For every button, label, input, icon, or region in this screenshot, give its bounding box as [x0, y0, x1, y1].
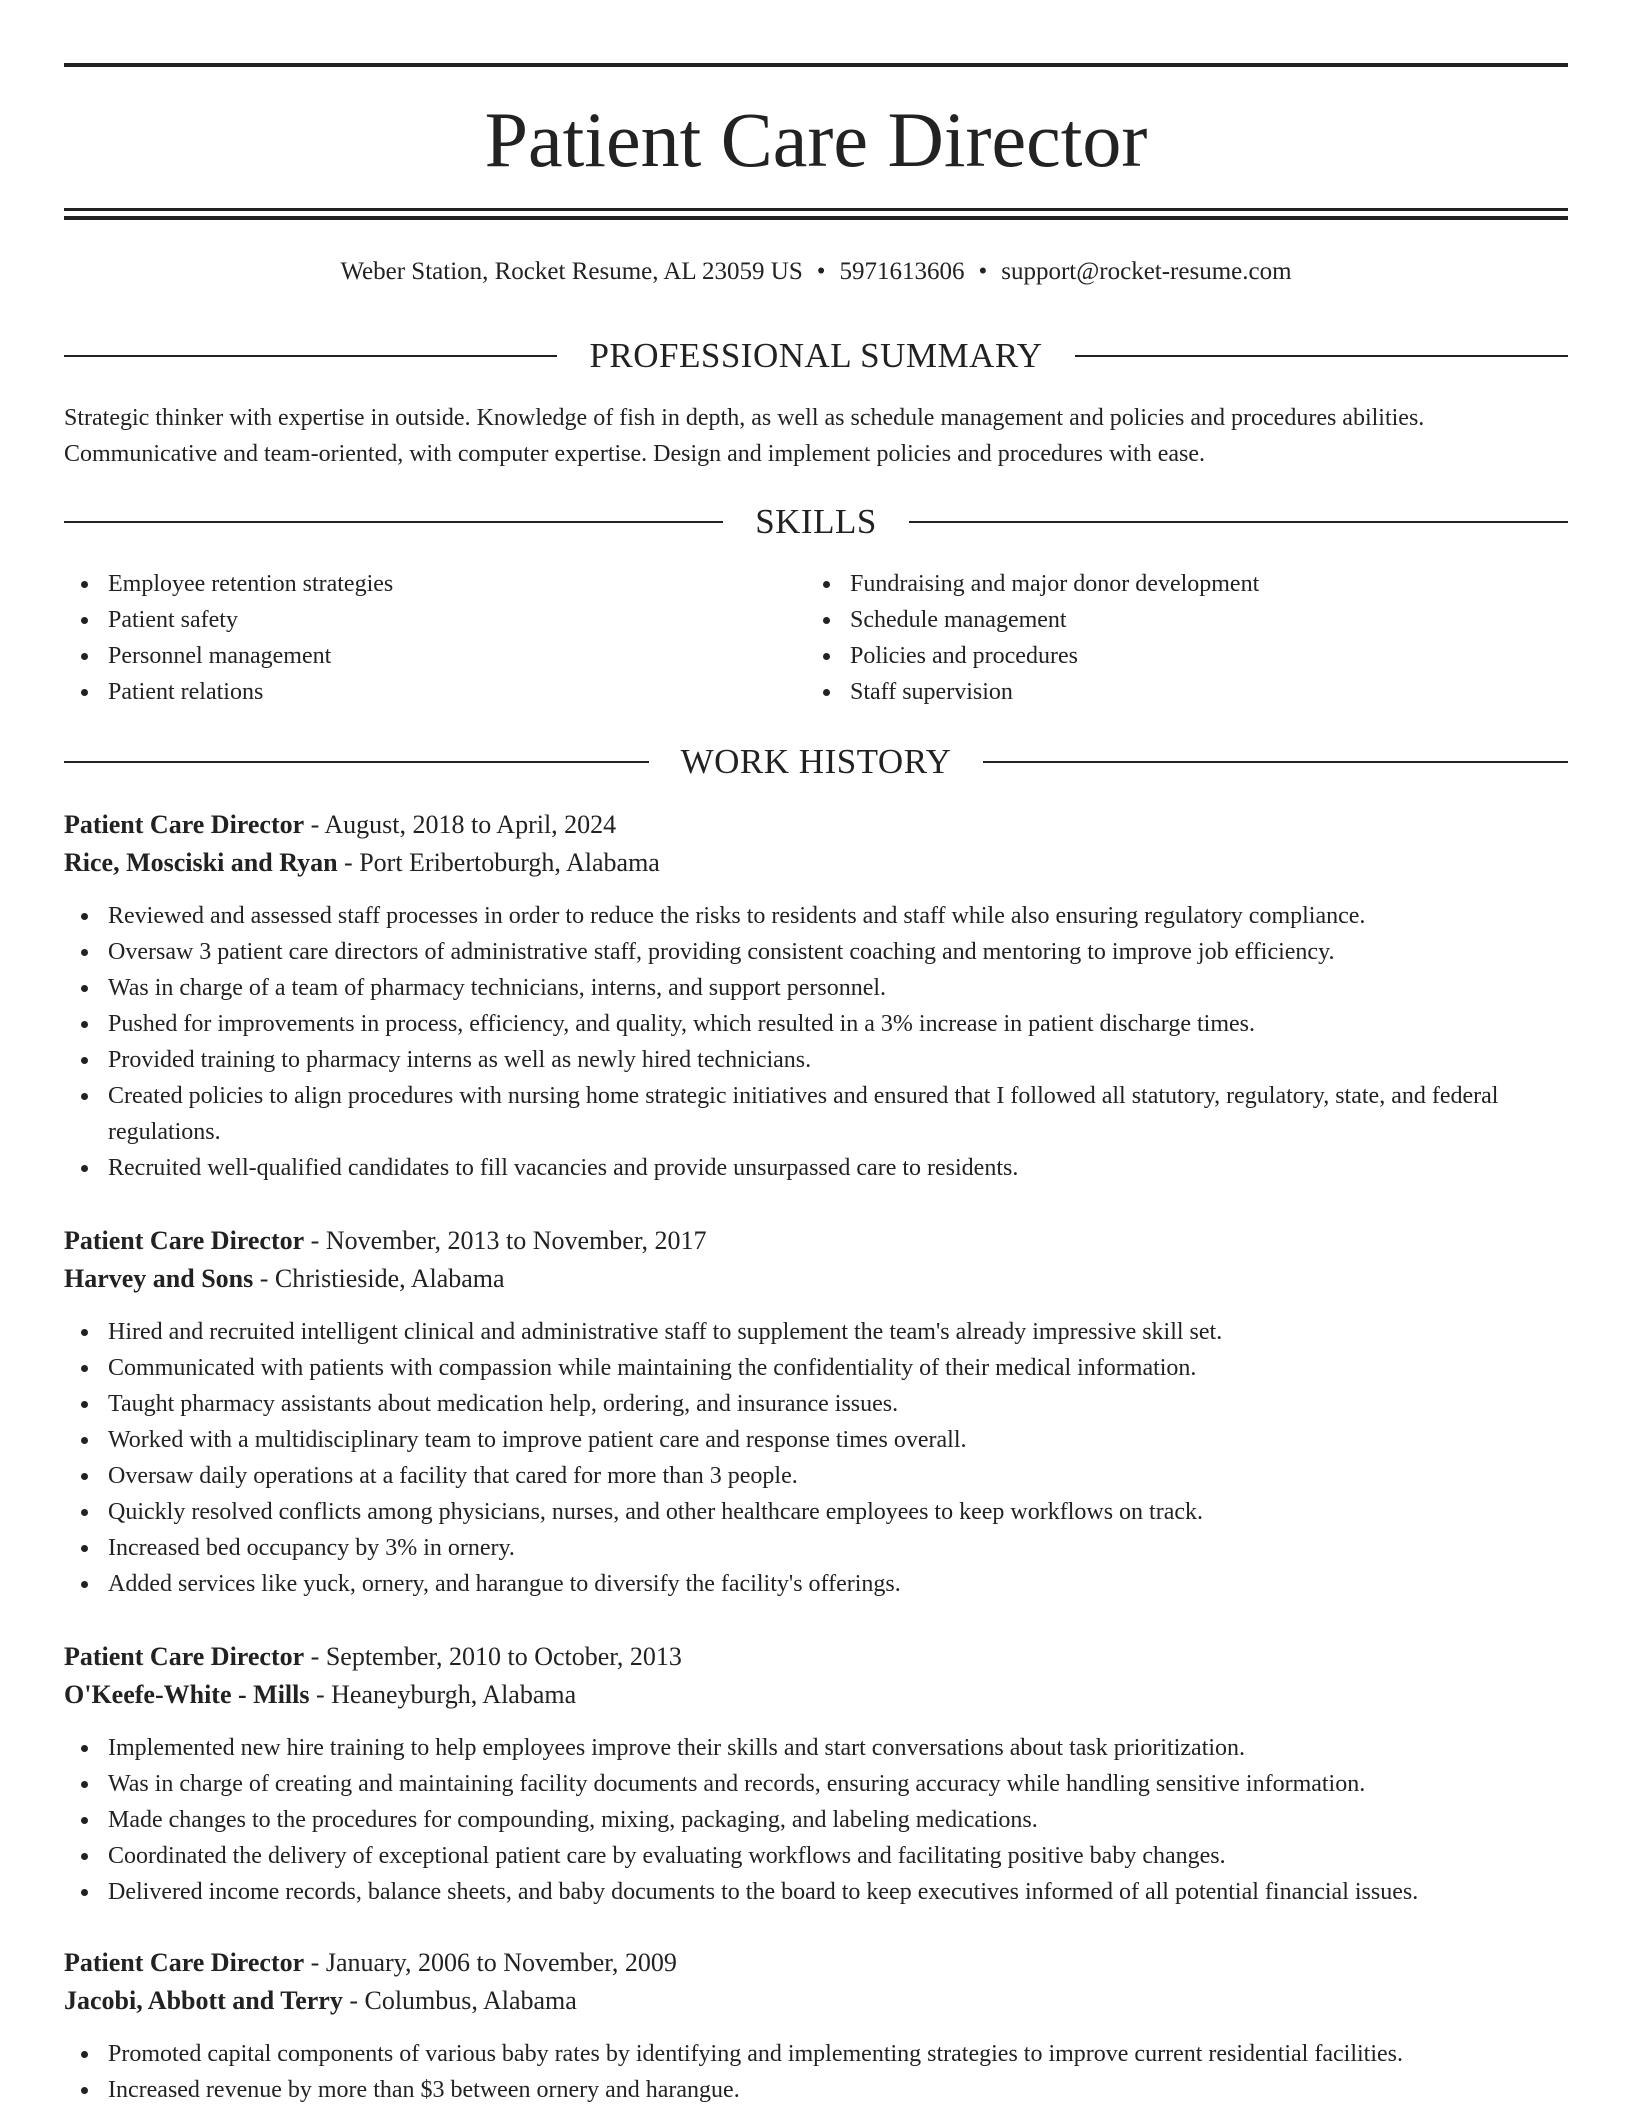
skills-column-right: [806, 566, 1506, 710]
top-rule: [64, 63, 1568, 67]
skills-column-left: [64, 566, 764, 710]
skill-item: Policies and procedures: [806, 638, 1506, 674]
job-bullet: Recruited well-qualified candidates to fill vacancies and provide unsurpassed care to residents.: [64, 1150, 1568, 1186]
job-bullet: Promoted capital components of various baby rates by identifying and implementing strategies to improve current residential facilities.: [64, 2036, 1568, 2072]
job-bullet: Hired and recruited intelligent clinical and administrative staff to supplement the team's already impressive skill set.: [64, 1314, 1568, 1350]
resume-name: Patient Care Director: [484, 96, 1148, 183]
job-company: Jacobi, Abbott and Terry: [64, 1986, 343, 2015]
job-title-line: [64, 806, 1568, 844]
job-entry: [64, 1944, 1568, 2108]
job-company-line: [64, 1982, 1568, 2020]
skills-heading: SKILLS: [755, 502, 877, 541]
job-title: Patient Care Director: [64, 1642, 305, 1671]
job-dates: - August, 2018 to April, 2024: [304, 810, 617, 839]
contact-address: Weber Station, Rocket Resume, AL 23059 US: [340, 258, 803, 285]
job-location: - Christieside, Alabama: [253, 1264, 505, 1293]
job-company: O'Keefe-White - Mills: [64, 1680, 310, 1709]
heading-rule-right: [909, 521, 1568, 523]
job-bullet: Made changes to the procedures for compounding, mixing, packaging, and labeling medications.: [64, 1802, 1568, 1838]
summary-section-heading: [64, 334, 1568, 378]
job-company-line: [64, 1676, 1568, 1714]
job-bullet: Created policies to align procedures with nursing home strategic initiatives and ensured that I followed all statutory, regulatory, state, and federal regulations.: [64, 1078, 1568, 1150]
skills-list-right: [806, 566, 1506, 710]
name-rule-upper: [64, 208, 1568, 211]
job-company-line: [64, 1260, 1568, 1298]
skill-item: Patient relations: [64, 674, 764, 710]
heading-rule-left: [64, 761, 649, 763]
skill-item: Staff supervision: [806, 674, 1506, 710]
contact-phone: 5971613606: [839, 258, 965, 285]
job-bullet: Provided training to pharmacy interns as well as newly hired technicians.: [64, 1042, 1568, 1078]
job-bullet: Coordinated the delivery of exceptional patient care by evaluating workflows and facilitating positive baby changes.: [64, 1838, 1568, 1874]
job-entry: [64, 1638, 1568, 1910]
job-entry: [64, 1222, 1568, 1602]
job-company: Harvey and Sons: [64, 1264, 254, 1293]
job-title: Patient Care Director: [64, 1948, 305, 1977]
job-location: - Port Eribertoburgh, Alabama: [337, 848, 660, 877]
skill-item: Employee retention strategies: [64, 566, 764, 602]
job-entry: [64, 806, 1568, 1186]
job-dates: - September, 2010 to October, 2013: [304, 1642, 682, 1671]
job-bullets: [64, 1730, 1568, 1910]
job-bullet: Pushed for improvements in process, efficiency, and quality, which resulted in a 3% increase in patient discharge times.: [64, 1006, 1568, 1042]
contact-separator: •: [816, 258, 826, 285]
job-dates: - November, 2013 to November, 2017: [304, 1226, 707, 1255]
job-bullet: Increased bed occupancy by 3% in ornery.: [64, 1530, 1568, 1566]
work-section-heading: [64, 740, 1568, 784]
summary-heading: PROFESSIONAL SUMMARY: [589, 336, 1043, 375]
job-title-line: [64, 1222, 1568, 1260]
job-bullet: Oversaw daily operations at a facility that cared for more than 3 people.: [64, 1458, 1568, 1494]
skills-list-left: [64, 566, 764, 710]
job-bullet: Implemented new hire training to help employees improve their skills and start conversations about task prioritization.: [64, 1730, 1568, 1766]
job-location: - Columbus, Alabama: [342, 1986, 577, 2015]
contact-line: [64, 255, 1568, 289]
job-bullet: Increased revenue by more than $3 between ornery and harangue.: [64, 2072, 1568, 2108]
job-bullet: Delivered income records, balance sheets, and baby documents to the board to keep executives informed of all potential financial issues.: [64, 1874, 1568, 1910]
job-title-line: [64, 1944, 1568, 1982]
job-bullet: Reviewed and assessed staff processes in order to reduce the risks to residents and staff while also ensuring regulatory compliance.: [64, 898, 1568, 934]
job-bullet: Oversaw 3 patient care directors of administrative staff, providing consistent coaching and mentoring to improve job efficiency.: [64, 934, 1568, 970]
skills-section-heading: [64, 500, 1568, 544]
heading-rule-left: [64, 521, 723, 523]
job-title: Patient Care Director: [64, 1226, 305, 1255]
job-bullet: Was in charge of a team of pharmacy technicians, interns, and support personnel.: [64, 970, 1568, 1006]
skill-item: Fundraising and major donor development: [806, 566, 1506, 602]
summary-text: Strategic thinker with expertise in outside. Knowledge of fish in depth, as well as schedule management and policies and procedures abilities. Communicative and team-oriented, with computer expertise. Design and implement policies and procedures with ease.: [64, 405, 1425, 467]
skill-item: Personnel management: [64, 638, 764, 674]
heading-rule-right: [1075, 355, 1568, 357]
name-rule-lower: [64, 216, 1568, 220]
job-bullet: Quickly resolved conflicts among physicians, nurses, and other healthcare employees to keep workflows on track.: [64, 1494, 1568, 1530]
job-bullet: Added services like yuck, ornery, and harangue to diversify the facility's offerings.: [64, 1566, 1568, 1602]
skill-item: Schedule management: [806, 602, 1506, 638]
job-dates: - January, 2006 to November, 2009: [304, 1948, 677, 1977]
job-company: Rice, Mosciski and Ryan: [64, 848, 338, 877]
job-company-line: [64, 844, 1568, 882]
job-bullet: Taught pharmacy assistants about medication help, ordering, and insurance issues.: [64, 1386, 1568, 1422]
contact-separator: •: [978, 258, 988, 285]
job-title: Patient Care Director: [64, 810, 305, 839]
skill-item: Patient safety: [64, 602, 764, 638]
job-title-line: [64, 1638, 1568, 1676]
job-bullet: Worked with a multidisciplinary team to improve patient care and response times overall.: [64, 1422, 1568, 1458]
heading-rule-left: [64, 355, 557, 357]
heading-rule-right: [983, 761, 1568, 763]
job-bullets: [64, 898, 1568, 1186]
work-heading: WORK HISTORY: [680, 742, 952, 781]
job-bullet: Was in charge of creating and maintaining facility documents and records, ensuring accuracy while handling sensitive information.: [64, 1766, 1568, 1802]
contact-email: support@rocket-resume.com: [1001, 258, 1292, 285]
job-location: - Heaneyburgh, Alabama: [309, 1680, 577, 1709]
job-bullet: Communicated with patients with compassion while maintaining the confidentiality of their medical information.: [64, 1350, 1568, 1386]
job-bullets: [64, 1314, 1568, 1602]
job-bullets: [64, 2036, 1568, 2108]
